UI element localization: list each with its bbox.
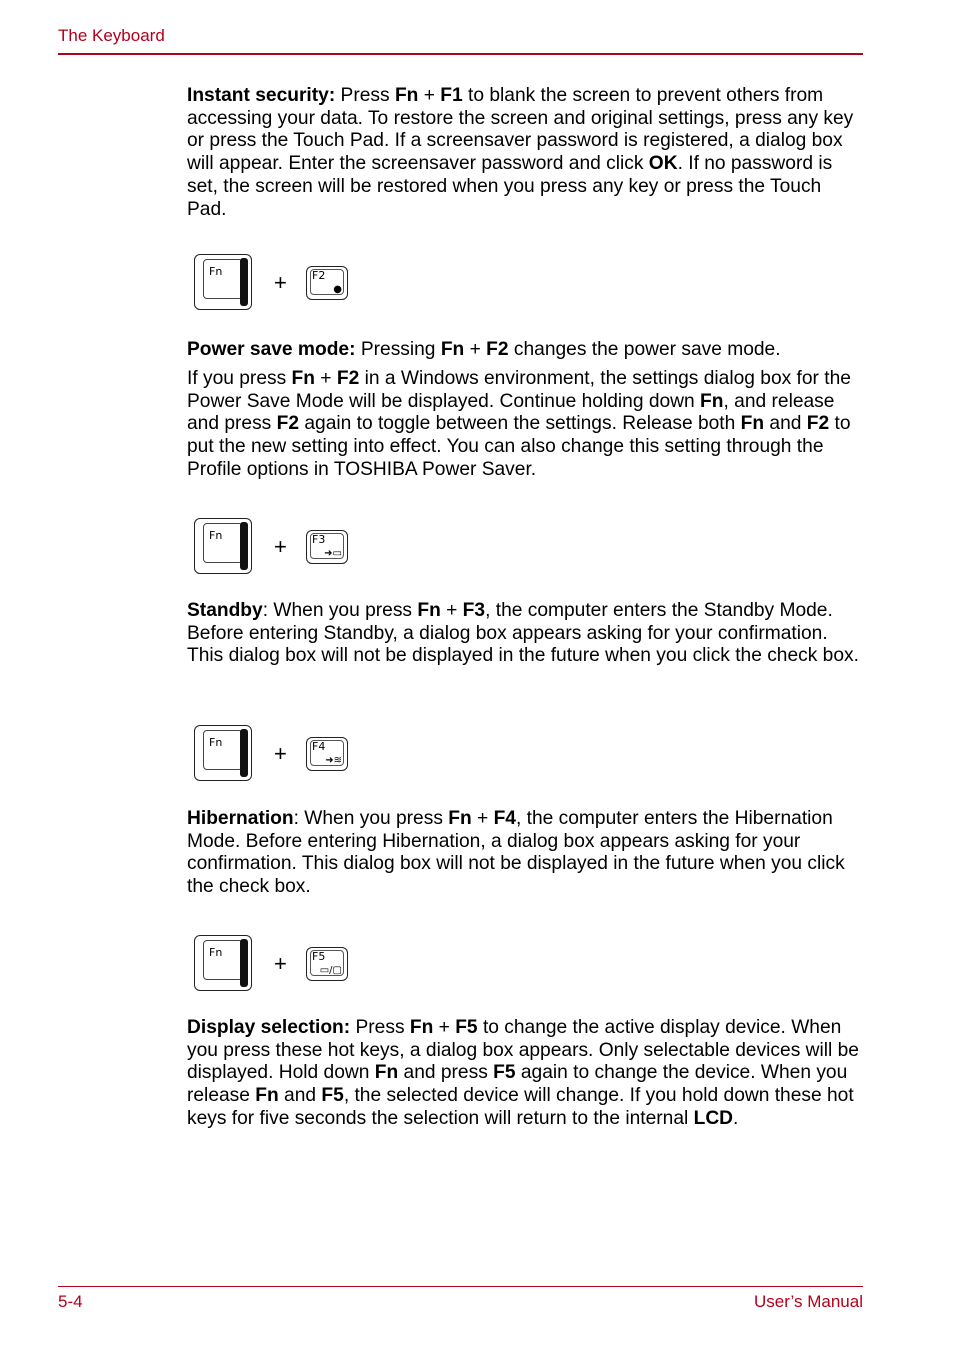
manual-title: User’s Manual (754, 1292, 863, 1311)
key-combo-fn-f4 (194, 725, 364, 787)
standby-paragraph: Standby: When you press Fn + F3, the computer enters the Standby Mode. Before entering Standby, a dialog box appears asking for your confirmation. This dialog box will not be displayed in the future when you click the check box. (187, 600, 859, 667)
plus-sign: + (274, 534, 287, 559)
page-number: 5-4 (58, 1292, 83, 1311)
term-standby: Standby (187, 600, 263, 621)
f3-key: F3 ➜▭ (306, 530, 348, 564)
standby-arrow-icon: ➜▭ (324, 548, 342, 559)
fn-key: Fn (194, 725, 252, 781)
key-combo-fn-f3 (194, 518, 364, 580)
fn-key: Fn (194, 518, 252, 574)
footer-rule (58, 1286, 863, 1287)
hibernation-paragraph: Hibernation: When you press Fn + F4, the computer enters the Hibernation Mode. Before entering Hibernation, a dialog box appears asking for your confirmation. This dialog box will not be displayed in the future when you click the check box. (187, 808, 845, 898)
fn-key: Fn (194, 254, 252, 310)
header-rule (58, 53, 863, 55)
plus-sign: + (274, 951, 287, 976)
display-selection-paragraph: Display selection: Press Fn + F5 to change the active display device. When you press these hot keys, a dialog box appears. Only selectable devices will be displayed. Hold down Fn and press F5 again to change the device. When you release Fn and F5, the selected device will change. If you hold down these hot keys for five seconds the selection will return to the internal LCD. (187, 1017, 859, 1129)
plus-sign: + (274, 270, 287, 295)
chapter-title: The Keyboard (58, 26, 165, 45)
display-toggle-icon: ▭/▢ (319, 965, 342, 976)
key-combo-fn-f2 (194, 254, 364, 316)
instant-security-paragraph: Instant security: Press Fn + F1 to blank the screen to prevent others from accessing your data. To restore the screen and original settings, press any key or press the Touch Pad. If a screensaver password is registered, a dialog box will appear. Enter the screensaver password and click OK. If no password is set, the screen will be restored when you press any key or press the Touch Pad. (187, 85, 854, 220)
term-power-save: Power save mode: (187, 339, 356, 360)
power-save-detail-paragraph: If you press Fn + F2 in a Windows environment, the settings dialog box for the Power Save Mode will be displayed. Continue holding down Fn, and release and press F2 again to toggle between the settings. Release both Fn and F2 to put the new setting into effect. You can also change this setting through the Profile options in TOSHIBA Power Saver. (187, 368, 851, 480)
term-instant-security: Instant security: (187, 85, 336, 106)
key-combo-fn-f5 (194, 935, 364, 997)
term-display-selection: Display selection: (187, 1017, 351, 1038)
power-save-paragraph: Power save mode: Pressing Fn + F2 changes the power save mode. (187, 339, 781, 360)
term-hibernation: Hibernation (187, 808, 294, 829)
fn-key: Fn (194, 935, 252, 991)
hibernate-arrow-icon: ➜≋ (325, 755, 342, 766)
f5-key: F5 ▭/▢ (306, 947, 348, 981)
plus-sign: + (274, 741, 287, 766)
magnifier-dot-icon: ● (333, 284, 342, 295)
f2-key: F2 ● (306, 266, 348, 300)
f4-key: F4 ➜≋ (306, 737, 348, 771)
